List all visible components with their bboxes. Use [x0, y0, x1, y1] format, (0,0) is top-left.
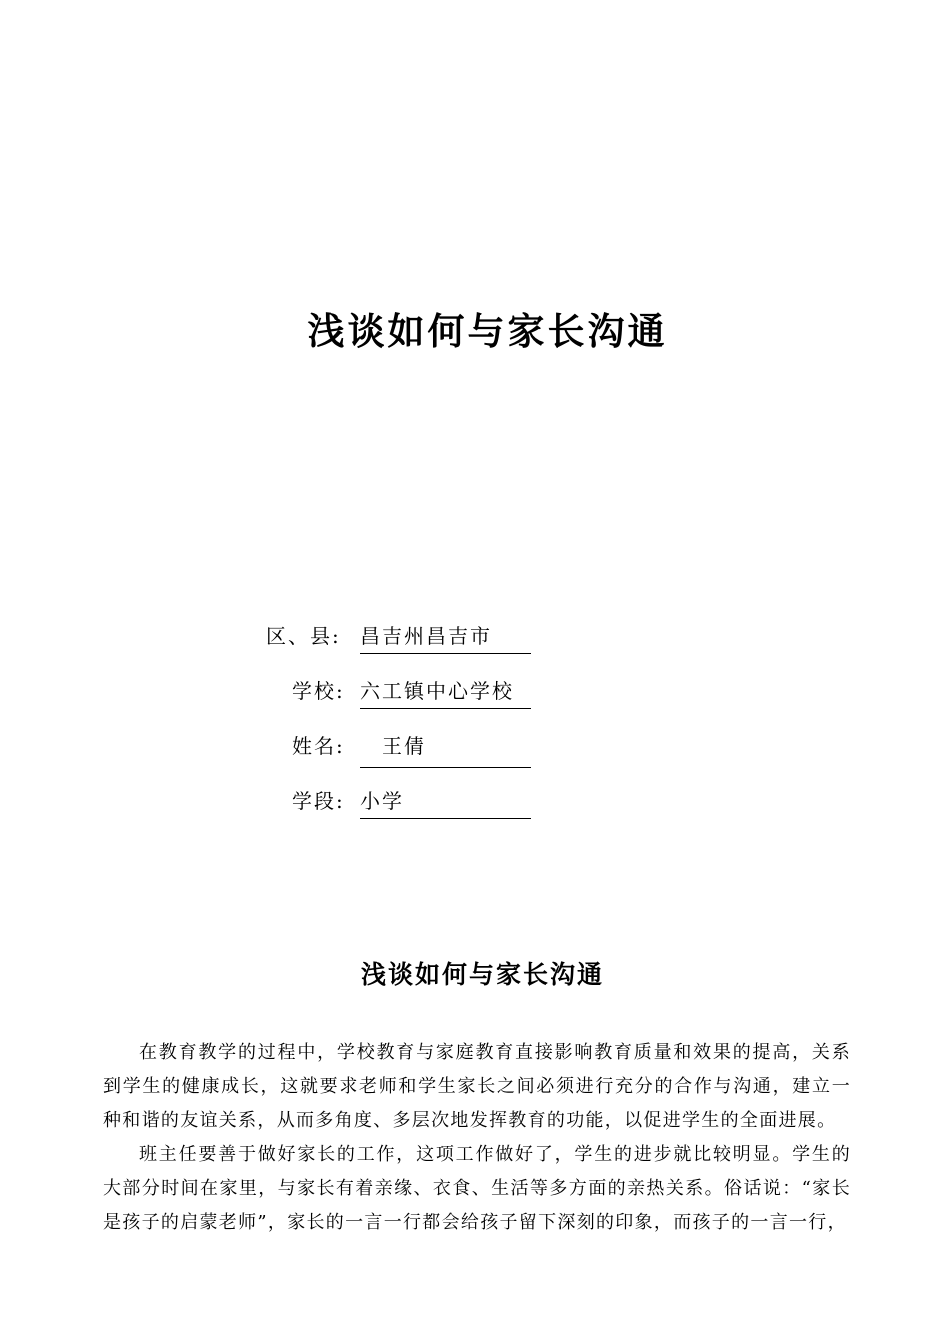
info-label-level: 学段:	[292, 789, 345, 813]
info-row-level	[0, 787, 950, 827]
info-value-district: 昌吉州昌吉市	[360, 622, 531, 654]
article-body	[103, 1036, 851, 1240]
info-label-district: 区、县:	[266, 624, 341, 648]
cover-title: 浅谈如何与家长沟通	[307, 309, 668, 353]
article-paragraph: 在教育教学的过程中，学校教育与家庭教育直接影响教育质量和效果的提高，关系到学生的健康成长，这就要求老师和学生家长之间必须进行充分的合作与沟通，建立一种和谐的友谊关系，从而多角度、多层次地发挥教育的功能，以促进学生的全面进展。	[103, 1042, 851, 1131]
info-row-district	[0, 622, 950, 662]
info-row-school	[0, 677, 950, 717]
article-paragraph: 班主任要善于做好家长的工作，这项工作做好了，学生的进步就比较明显。学生的大部分时间在家里，与家长有着亲缘、衣食、生活等多方面的亲热关系。俗话说：“家长是孩子的启蒙老师”，家长的一言一行都会给孩子留下深刻的印象，而孩子的一言一行，	[103, 1144, 851, 1233]
article-title: 浅谈如何与家长沟通	[360, 960, 604, 989]
info-label-name: 姓名:	[292, 734, 345, 758]
info-value-name: 王倩	[360, 732, 531, 768]
info-row-name	[0, 732, 950, 772]
info-value-school: 六工镇中心学校	[360, 677, 531, 709]
info-value-level: 小学	[360, 787, 531, 819]
info-label-school: 学校:	[292, 679, 345, 703]
